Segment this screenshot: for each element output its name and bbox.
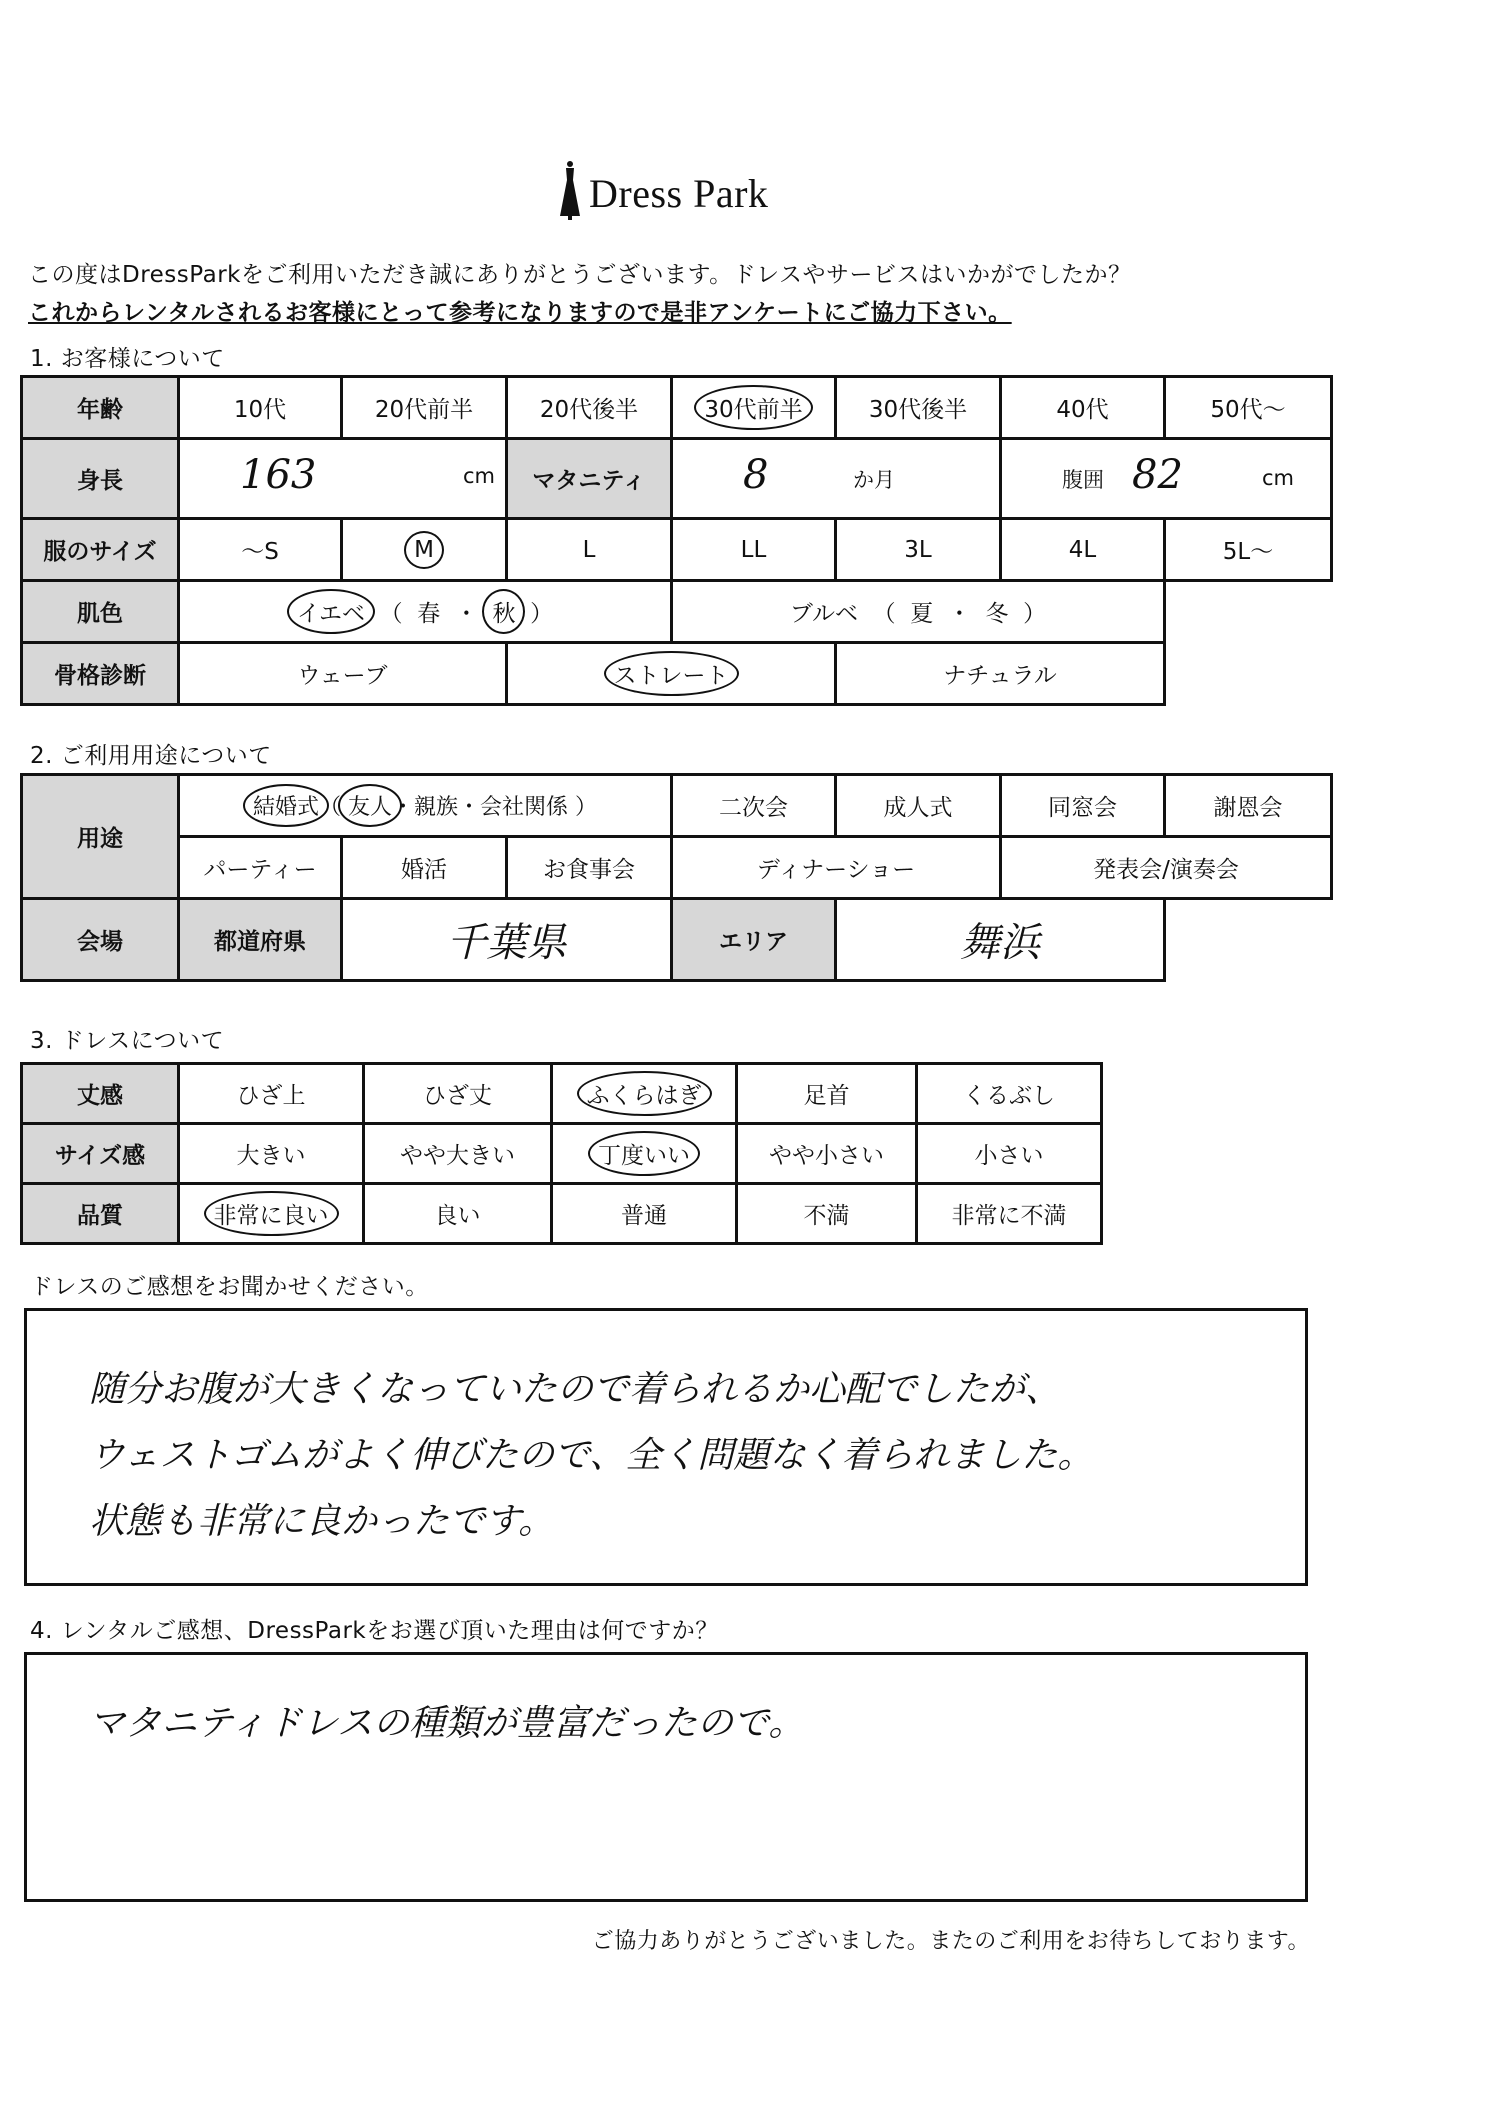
quality-option[interactable]: 不満: [737, 1184, 917, 1244]
section3-title: 3. ドレスについて: [30, 1028, 225, 1054]
quality-selected-circle: 非常に良い: [214, 1197, 329, 1230]
age-row: [22, 377, 1332, 439]
bone-row: [22, 643, 1332, 705]
length-option[interactable]: 足首: [737, 1064, 917, 1124]
maternity-value: 8: [743, 452, 769, 498]
quality-option[interactable]: 非常に不満: [917, 1184, 1102, 1244]
intro-line-2: これからレンタルされるお客様にとって参考になりますので是非アンケートにご協力下さい。: [28, 300, 1012, 326]
size-option-selected[interactable]: [342, 519, 507, 581]
age-option[interactable]: 40代: [1001, 377, 1165, 439]
dress-comment-line: ウェストゴムがよく伸びたので、全く問題なく着られました。: [89, 1435, 1094, 1476]
size-option[interactable]: 3L: [836, 519, 1001, 581]
dresspark-logo: [555, 160, 785, 220]
waist-unit: cm: [1262, 466, 1295, 490]
prefecture-label: 都道府県: [179, 899, 342, 981]
usage-option[interactable]: パーティー: [179, 837, 342, 899]
quality-option-selected[interactable]: [179, 1184, 364, 1244]
rental-comment-text: マタニティドレスの種類が豊富だったので。: [89, 1703, 805, 1744]
skin-winter: 冬: [985, 601, 1009, 627]
size-label: 服のサイズ: [22, 519, 179, 581]
section1-title: 1. お客様について: [30, 346, 225, 372]
skin-spring: 春: [417, 601, 441, 627]
skin-row: [22, 581, 1332, 643]
skin-blue: ブルベ: [789, 601, 858, 627]
size-option[interactable]: L: [507, 519, 672, 581]
size-option[interactable]: 4L: [1001, 519, 1165, 581]
height-unit: cm: [462, 464, 495, 488]
rental-comment-box[interactable]: [24, 1652, 1308, 1902]
logo-text: Dress Park: [589, 171, 769, 216]
fit-selected-circle: 丁度いい: [598, 1137, 690, 1170]
bone-label: 骨格診断: [22, 643, 179, 705]
section2-title: 2. ご利用用途について: [30, 743, 272, 769]
venue-row: [22, 899, 1332, 981]
usage-option[interactable]: 謝恩会: [1165, 775, 1332, 837]
waist-value: 82: [1132, 452, 1183, 498]
prefecture-field[interactable]: [342, 899, 672, 981]
size-option[interactable]: 5L～: [1165, 519, 1332, 581]
height-value: 163: [240, 452, 317, 498]
quality-option[interactable]: 良い: [364, 1184, 552, 1244]
maternity-field[interactable]: [672, 439, 1001, 519]
usage-option[interactable]: お食事会: [507, 837, 672, 899]
dress-comment-prompt: ドレスのご感想をお聞かせください。: [30, 1274, 429, 1300]
skin-yellow-option[interactable]: イエベ （ 春 ・ 秋 ）: [179, 581, 672, 643]
bone-option[interactable]: ウェーブ: [179, 643, 507, 705]
age-selected-circle: 30代前半: [704, 391, 802, 424]
length-option[interactable]: ひざ丈: [364, 1064, 552, 1124]
thanks-message: ご協力ありがとうございました。またのご利用をお待ちしております。: [591, 1929, 1310, 1954]
size-selected-circle: M: [414, 536, 434, 563]
dress-icon: [555, 160, 585, 220]
venue-label: 会場: [22, 899, 179, 981]
usage-friend-circle: 友人: [348, 790, 392, 821]
area-label: エリア: [672, 899, 836, 981]
size-option[interactable]: LL: [672, 519, 836, 581]
maternity-unit: か月: [853, 468, 895, 492]
usage-wedding-rest: ・親族・会社関係 ）: [392, 795, 598, 820]
skin-summer: 夏: [910, 601, 934, 627]
usage-option[interactable]: 発表会/演奏会: [1001, 837, 1332, 899]
fit-option[interactable]: 小さい: [917, 1124, 1102, 1184]
length-row: [22, 1064, 1102, 1124]
length-option[interactable]: ひざ上: [179, 1064, 364, 1124]
usage-option[interactable]: 二次会: [672, 775, 836, 837]
maternity-label: マタニティ: [507, 439, 672, 519]
usage-option[interactable]: 成人式: [836, 775, 1001, 837]
usage-wedding-option[interactable]: 結婚式（ 友人・親族・会社関係 ）: [179, 775, 672, 837]
skin-yellow-circle: イエベ: [297, 595, 365, 628]
dress-comment-line: 随分お腹が大きくなっていたので着られるか心配でしたが、: [89, 1369, 1062, 1410]
fit-option-selected[interactable]: [552, 1124, 737, 1184]
quality-option[interactable]: 普通: [552, 1184, 737, 1244]
usage-row-2: [22, 837, 1332, 899]
usage-table: [20, 773, 1333, 982]
age-option[interactable]: 20代前半: [342, 377, 507, 439]
length-option[interactable]: くるぶし: [917, 1064, 1102, 1124]
skin-label: 肌色: [22, 581, 179, 643]
size-option[interactable]: ～S: [179, 519, 342, 581]
quality-row: [22, 1184, 1102, 1244]
length-selected-circle: ふくらはぎ: [587, 1077, 702, 1110]
bone-option-selected[interactable]: [507, 643, 836, 705]
usage-row-1: [22, 775, 1332, 837]
height-field[interactable]: [179, 439, 507, 519]
usage-option[interactable]: 同窓会: [1001, 775, 1165, 837]
age-label: 年齢: [22, 377, 179, 439]
age-option[interactable]: 30代後半: [836, 377, 1001, 439]
bone-option[interactable]: ナチュラル: [836, 643, 1165, 705]
area-value: 舞浜: [960, 920, 1041, 966]
height-label: 身長: [22, 439, 179, 519]
size-row: [22, 519, 1332, 581]
length-label: 丈感: [22, 1064, 179, 1124]
area-field[interactable]: [836, 899, 1165, 981]
waist-field[interactable]: [1001, 439, 1332, 519]
usage-option[interactable]: 婚活: [342, 837, 507, 899]
intro-line-1: この度はDressParkをご利用いただき誠にありがとうございます。ドレスやサービスはいかがでしたか？: [28, 262, 1132, 288]
dress-comment-line: 状態も非常に良かったです。: [89, 1501, 555, 1542]
fit-row: [22, 1124, 1102, 1184]
fit-option[interactable]: 大きい: [179, 1124, 364, 1184]
fit-option[interactable]: やや大きい: [364, 1124, 552, 1184]
usage-label: 用途: [22, 775, 179, 899]
fit-option[interactable]: やや小さい: [737, 1124, 917, 1184]
measurements-row: [22, 439, 1332, 519]
prefecture-value: 千葉県: [446, 920, 567, 966]
length-option-selected[interactable]: [552, 1064, 737, 1124]
dress-table: [20, 1062, 1103, 1245]
fit-label: サイズ感: [22, 1124, 179, 1184]
customer-table: [20, 375, 1333, 706]
skin-autumn-circle: 秋: [492, 595, 515, 628]
age-option[interactable]: 50代～: [1165, 377, 1332, 439]
bone-selected-circle: ストレート: [614, 657, 729, 690]
age-option[interactable]: 20代後半: [507, 377, 672, 439]
dress-comment-box[interactable]: [24, 1308, 1308, 1586]
usage-wedding-circle: 結婚式: [253, 790, 319, 821]
age-option-selected[interactable]: [672, 377, 836, 439]
age-option[interactable]: 10代: [179, 377, 342, 439]
usage-option[interactable]: ディナーショー: [672, 837, 1001, 899]
quality-label: 品質: [22, 1184, 179, 1244]
section4-title: 4. レンタルご感想、DressParkをお選び頂いた理由は何ですか？: [30, 1618, 719, 1644]
skin-blue-option[interactable]: ブルベ （ 夏 ・ 冬 ）: [672, 581, 1165, 643]
waist-label: 腹囲: [1062, 468, 1104, 492]
